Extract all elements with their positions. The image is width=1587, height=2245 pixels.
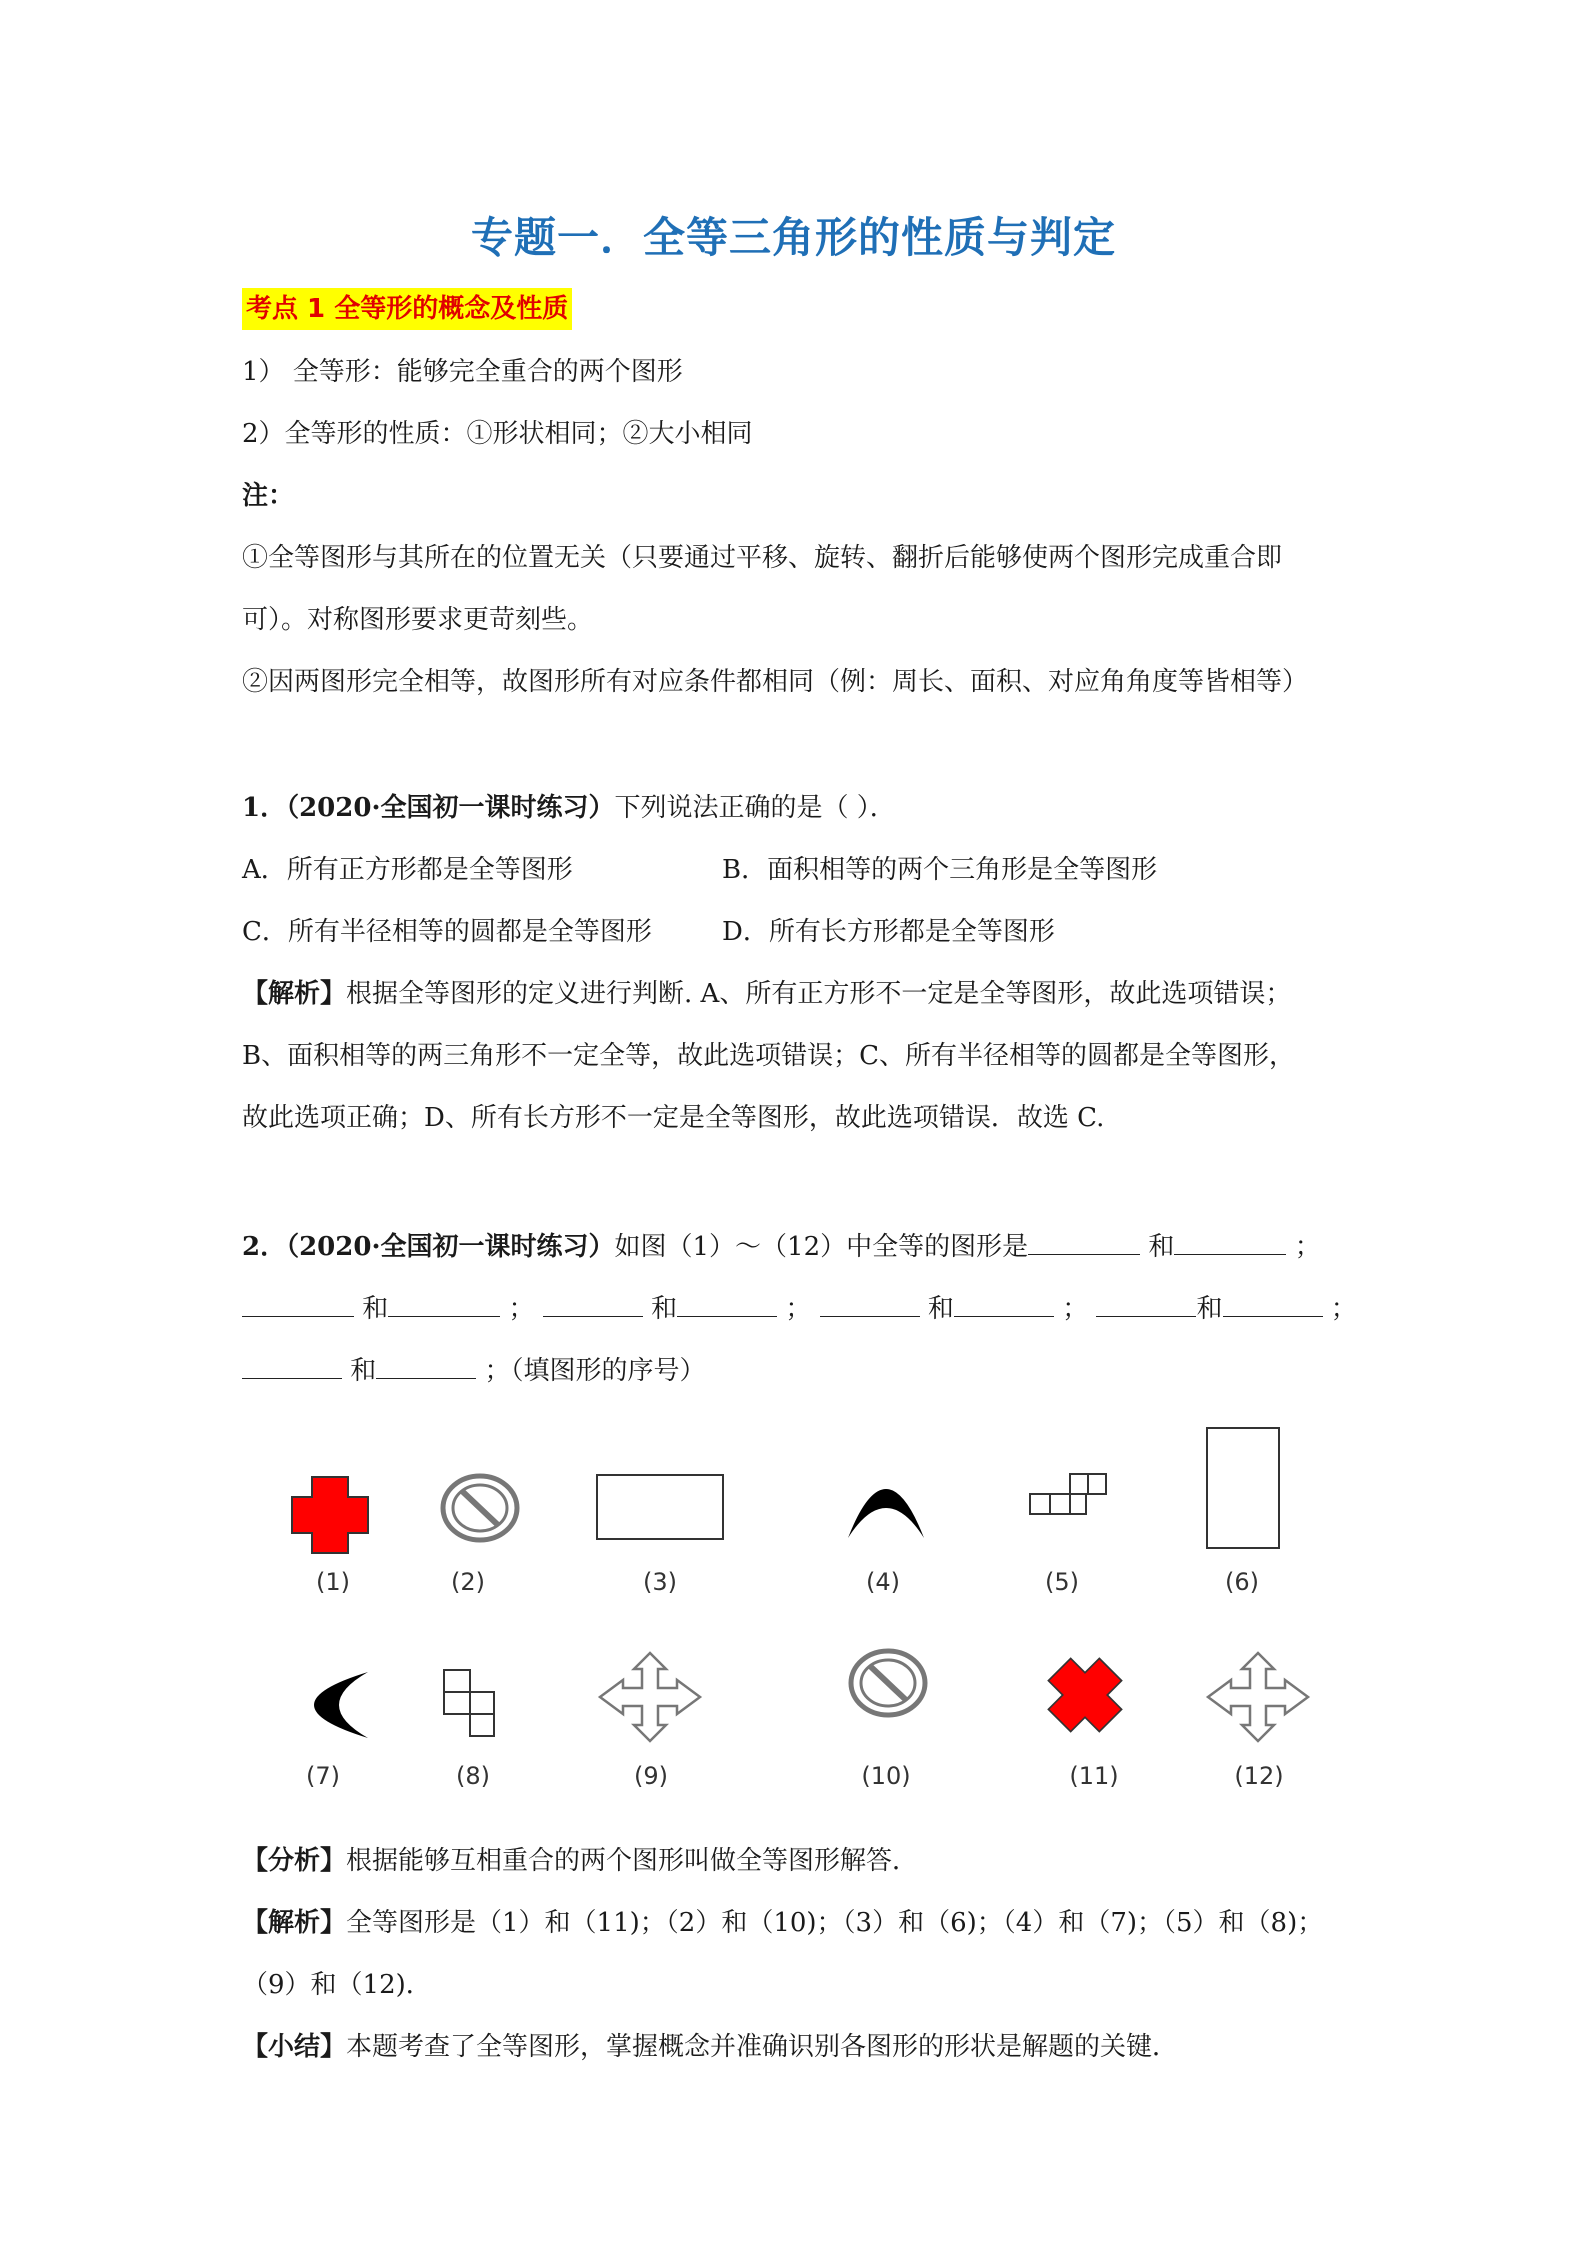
figure-label-8: (8) [456, 1762, 490, 1790]
question-2-stem: 如图（1）～（12）中全等的图形是 [614, 1232, 1029, 1262]
figure-label-4: (4) [866, 1568, 900, 1596]
red-cross-figure-11 [1040, 1650, 1130, 1740]
question-2-head: 2．（2020·全国初一课时练习） [242, 1232, 615, 1262]
note-1b: 可）。对称图形要求更苛刻些。 [242, 605, 594, 635]
blank[interactable] [820, 1290, 920, 1317]
q1-analysis-label: 【解析】 [242, 979, 347, 1009]
figure-label-9: (9) [634, 1762, 668, 1790]
and-word: 和 [362, 1294, 389, 1324]
grid-squares-figure-8 [440, 1668, 498, 1738]
blank[interactable] [1223, 1290, 1323, 1317]
q2-summary-label: 【小结】 [242, 2032, 347, 2062]
note-2: ②因两图形完全相等，故图形所有对应条件都相同（例：周长、面积、对应角角度等皆相等） [242, 667, 1309, 697]
option-c: C．所有半径相等的圆都是全等图形 [242, 917, 652, 947]
separator: ； [785, 1294, 812, 1324]
option-a: A．所有正方形都是全等图形 [242, 855, 573, 885]
concept-line-2: 2）全等形的性质：①形状相同；②大小相同 [242, 419, 753, 449]
section-heading: 考点 1 全等形的概念及性质 [242, 288, 572, 330]
black-arch-figure-4 [846, 1470, 926, 1540]
red-cross-figure-1 [290, 1475, 370, 1555]
figure-label-6: (6) [1225, 1568, 1259, 1596]
rectangle-figure-3 [595, 1473, 725, 1543]
q2-summary-text: 本题考查了全等图形，掌握概念并准确识别各图形的形状是解题的关键． [346, 2032, 1179, 2062]
note-1a: ①全等图形与其所在的位置无关（只要通过平移、旋转、翻折后能够使两个图形完成重合即 [242, 543, 1283, 573]
figure-label-5: (5) [1045, 1568, 1079, 1596]
question-2 [242, 1228, 1321, 1266]
q2-solution-text-1: 全等图形是（1）和（11)；（2）和（10)；（3）和（6)；（4）和（7)；（5）和（8)； [346, 1908, 1324, 1938]
blank[interactable] [376, 1352, 476, 1379]
q2-summary [242, 2028, 1178, 2066]
q1-analysis-3: 故此选项正确；D、所有长方形不一定是全等图形，故此选项错误．故选 C. [242, 1103, 1105, 1133]
blank[interactable] [242, 1290, 354, 1317]
q2-blanks-row-2 [242, 1290, 1357, 1328]
grid-squares-figure-5 [1028, 1472, 1108, 1518]
concept-line-1: 1） 全等形：能够完全重合的两个图形 [242, 357, 683, 387]
blank[interactable] [954, 1290, 1054, 1317]
figure-label-10: (10) [861, 1762, 911, 1790]
q2-solution-2: （9）和（12)． [242, 1970, 432, 2000]
question-1 [242, 789, 896, 827]
black-crescent-figure-7 [290, 1670, 370, 1740]
blank[interactable] [677, 1290, 777, 1317]
and-word: 和 [651, 1294, 678, 1324]
four-arrow-figure-12 [1204, 1650, 1312, 1744]
q2-solution-1 [242, 1904, 1323, 1942]
q1-analysis-2: B、面积相等的两三角形不一定全等，故此选项错误；C、所有半径相等的圆都是全等图形， [242, 1041, 1296, 1071]
note-label: 注： [242, 481, 295, 511]
page-title: 专题一．全等三角形的性质与判定 [470, 213, 1116, 262]
tall-rectangle-figure-6 [1205, 1426, 1281, 1550]
q1-analysis-text-1: 根据全等图形的定义进行判断. A、所有正方形不一定是全等图形，故此选项错误； [346, 979, 1292, 1009]
blank[interactable] [1096, 1290, 1196, 1317]
question-1-head: 1．（2020·全国初一课时练习） [242, 793, 615, 823]
q2-analysis [242, 1842, 918, 1880]
q2-blanks-row-3 [242, 1352, 706, 1390]
q2-solution-label: 【解析】 [242, 1908, 347, 1938]
prohibition-sign-figure-2 [440, 1473, 520, 1543]
blank[interactable] [543, 1290, 643, 1317]
option-d: D．所有长方形都是全等图形 [722, 917, 1055, 947]
blank[interactable] [1028, 1228, 1140, 1255]
blank[interactable] [388, 1290, 500, 1317]
separator: ； [1330, 1294, 1357, 1324]
question-1-stem: 下列说法正确的是（ ）． [614, 793, 896, 823]
figure-label-1: (1) [316, 1568, 350, 1596]
figure-label-11: (11) [1069, 1762, 1119, 1790]
figure-label-3: (3) [643, 1568, 677, 1596]
blank[interactable] [242, 1352, 342, 1379]
and-word: 和 [1148, 1232, 1175, 1262]
q2-tail: ；（填图形的序号） [484, 1356, 706, 1386]
figure-label-2: (2) [451, 1568, 485, 1596]
figure-label-12: (12) [1234, 1762, 1284, 1790]
separator: ； [1294, 1232, 1321, 1262]
separator: ； [1062, 1294, 1089, 1324]
four-arrow-figure-9 [596, 1650, 704, 1744]
figure-label-7: (7) [306, 1762, 340, 1790]
q2-analysis-label: 【分析】 [242, 1846, 347, 1876]
and-word: 和 [1196, 1294, 1223, 1324]
and-word: 和 [927, 1294, 954, 1324]
q2-analysis-text: 根据能够互相重合的两个图形叫做全等图形解答． [346, 1846, 919, 1876]
separator: ； [508, 1294, 535, 1324]
prohibition-sign-figure-10 [848, 1648, 928, 1718]
and-word: 和 [350, 1356, 377, 1386]
q1-analysis-1 [242, 975, 1291, 1013]
blank[interactable] [1174, 1228, 1286, 1255]
option-b: B．面积相等的两个三角形是全等图形 [722, 855, 1158, 885]
